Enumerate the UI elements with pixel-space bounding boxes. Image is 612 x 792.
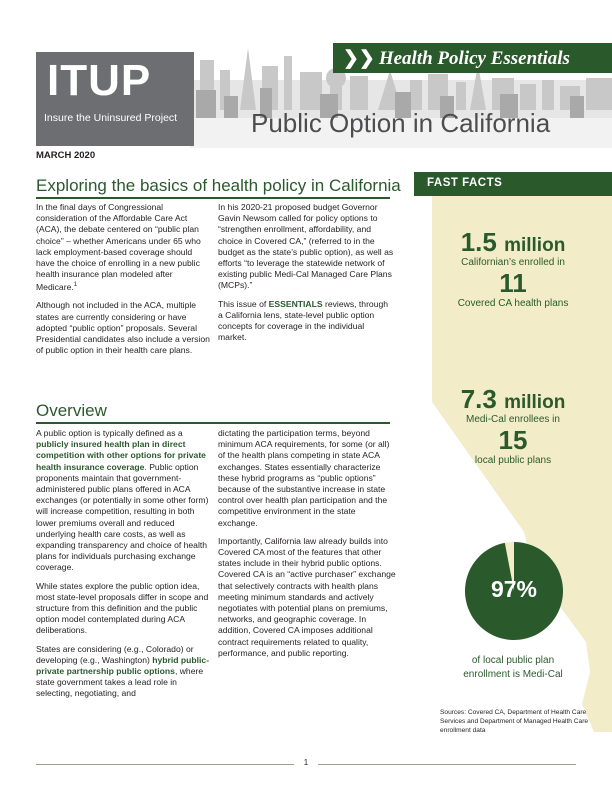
stat-covered-ca-enrollment [414, 227, 612, 258]
stat-number: 7.3 [460, 384, 497, 414]
itup-logo[interactable] [36, 52, 194, 146]
stat-unit: million [504, 235, 566, 256]
page-header [0, 0, 612, 148]
stat-number: 11 [499, 268, 527, 298]
sources-note: Sources: Covered CA, Department of Health Care Services and Department of Managed Health Care enrollment data [440, 709, 589, 734]
intro-paragraph: In the final days of Congressional consideration of the Affordable Care Act (ACA), the debate centered on “public plan choice” – whether Americans under 65 who lack employment-based coverage should have the choice of enrolling in a new public health insurance plan modeled after Medicare.$^1$ [36, 202, 201, 293]
overview-paragraph: Importantly, California law already builds into Covered CA most of the features that other states include in their hybrid public options. Covered CA is an “active purchaser” exchange that selectively contracts with health plans meeting minimum standards and actively negotiates with potential plans on premiums, networks, and geographic coverage. In addition, Covered CA imposes additional contract requirements related to quality, performance, and public reporting. [218, 535, 396, 658]
stat-caption: local public plans [474, 455, 552, 466]
fast-facts-title: FAST FACTS [427, 177, 503, 189]
stat-unit: million [504, 392, 566, 413]
intro-paragraph: Although not included in the ACA, multiple states are currently considering or have adopted “public option” proposals. Several Presidential candidates also include a version of public option in their health care plans. [36, 300, 210, 356]
stat-number: 15 [498, 425, 528, 455]
stat-caption: Californian’s enrolled in [461, 257, 565, 268]
page-title: Public Option in California [251, 108, 551, 138]
essentials-highlight: ESSENTIALS [268, 298, 323, 309]
pie-caption: enrollment is Medi-Cal [463, 669, 563, 680]
fast-facts-banner [414, 172, 612, 196]
intro-column-left [36, 202, 212, 364]
stat-medi-cal-enrollment [414, 384, 612, 415]
intro-paragraph: This issue of ESSENTIALS reviews, through a California lens, state-level public option concepts for coverage in the individual market. [218, 298, 389, 343]
page-number: 1 [303, 758, 309, 767]
footer-rule-right [318, 764, 576, 765]
pie-caption: of local public plan [471, 655, 555, 666]
logo-wordmark: ITUP [47, 56, 152, 105]
intro-heading: Exploring the basics of health policy in California [36, 176, 401, 195]
stat-caption: Covered CA health plans [457, 298, 569, 309]
overview-divider [36, 422, 390, 424]
medi-cal-share-pie [465, 542, 563, 640]
footnote-marker[interactable]: 1 [73, 282, 78, 289]
intro-paragraph: In his 2020-21 proposed budget Governor Gavin Newsom called for policy options to “strengthen enrollment, affordability, and choice in Covered CA,” (referred to in the budget as the state’s public option), as well as efforts “to leverage the statewide network of existing public Medi-Cal Managed Care Plans (MCPs).” [218, 202, 394, 291]
publication-date: MARCH 2020 [36, 150, 96, 161]
overview-paragraph: States are considering (e.g., Colorado) or developing (e.g., Washington) hybrid public-private partnership public options, where state government takes a lead role in selecting, negotiating, and [36, 643, 210, 699]
stat-number: 1.5 [460, 227, 497, 257]
overview-paragraph: While states explore the public option idea, most state-level proposals differ in scope and structure from this definition and the public option model contemplated during ACA deliberations. [36, 580, 209, 636]
series-banner [333, 43, 612, 73]
overview-column-right [218, 428, 396, 666]
overview-column-left [36, 428, 212, 707]
overview-paragraph: dictating the participation terms, beyond minimum ACA requirements, for some (or all) of the health plans competing in state ACA exchanges. States essentially characterize these hybrid programs as “public options” because of the substantive increase in state control over health plan participation and the competitive environment in the state exchange. [218, 428, 390, 528]
overview-heading: Overview [36, 401, 107, 420]
series-title [343, 47, 570, 70]
stat-caption: Medi-Cal enrollees in [466, 414, 560, 425]
definition-highlight: publicly insured health plan in direct competition with other options for private health insurance coverage [36, 439, 206, 472]
chevron-right-icon: ❯❯ [343, 48, 375, 69]
intro-divider [36, 197, 390, 199]
overview-paragraph: A public option is typically defined as a publicly insured health plan in direct competition with other options for private health insurance coverage. Public option proponents maintain that government-administered public plans offered in ACA exchanges (or potentially in some other form) will increase competition, resulting in both lower premiums overall and reduced underlying health care costs, as well as expanding transparency and choice of health plans for individuals purchasing exchange coverage. [36, 428, 209, 573]
hybrid-highlight: hybrid public-private partnership public options [36, 654, 210, 677]
footer-rule-left [36, 764, 294, 765]
intro-column-right [218, 202, 394, 350]
logo-tagline: Insure the Uninsured Project [44, 112, 178, 124]
series-title-text: Health Policy Essentials [378, 48, 570, 69]
pie-percent-label: 97% [490, 576, 538, 602]
